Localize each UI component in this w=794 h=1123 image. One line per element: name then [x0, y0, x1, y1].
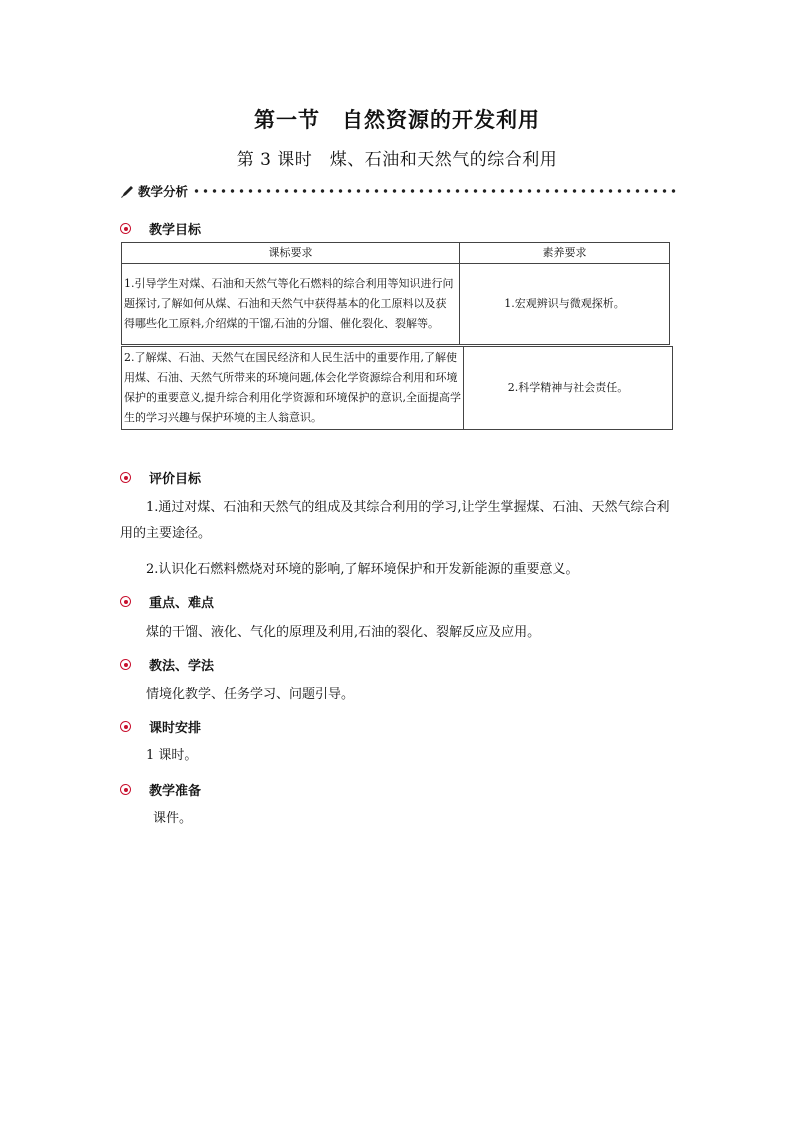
- table-header-row: [122, 243, 670, 264]
- section-goals-label: 教学目标: [149, 223, 202, 238]
- section-schedule-label: 课时安排: [149, 721, 202, 736]
- target-icon: [120, 596, 131, 607]
- row1-standard: 1.引导学生对煤、石油和天然气等化石燃料的综合利用等知识进行问题探讨,了解如何从煤、石油和天然气中获得基本的化工原料以及获得哪些化工原料,介绍煤的干馏,石油的分馏、催化裂化、裂解等。: [122, 264, 460, 345]
- section-schedule: [120, 717, 201, 736]
- methods-text: 情境化教学、任务学习、问题引导。: [146, 687, 355, 702]
- section-keypoints: [120, 592, 214, 611]
- target-icon: [120, 223, 131, 234]
- teaching-analysis-banner: [120, 182, 680, 200]
- row2-literacy: 2.科学精神与社会责任。: [464, 347, 673, 430]
- schedule-text: 1 课时。: [146, 748, 198, 763]
- prep-text: 课件。: [153, 811, 193, 826]
- target-icon: [120, 721, 131, 732]
- section-goals: [120, 219, 201, 238]
- teaching-analysis-label: 教学分析: [138, 184, 189, 199]
- row1-literacy: 1.宏观辨识与微观探析。: [460, 264, 670, 345]
- section-methods-label: 教法、学法: [149, 659, 215, 674]
- target-icon: [120, 784, 131, 795]
- dotted-divider: [192, 186, 680, 196]
- section-methods: [120, 655, 214, 674]
- evaluation-item-2: 2.认识化石燃料燃烧对环境的影响,了解环境保护和开发新能源的重要意义。: [146, 562, 579, 577]
- section-evaluation: [120, 468, 201, 487]
- standards-table: [121, 242, 670, 345]
- section-prep: [120, 780, 201, 799]
- target-icon: [120, 659, 131, 670]
- target-icon: [120, 472, 131, 483]
- row2-standard: 2.了解煤、石油、天然气在国民经济和人民生活中的重要作用,了解使用煤、石油、天然气所带来的环境问题,体会化学资源综合利用和环境保护的重要意义,提升综合利用化学资源和环境保护的意识,全面提高学生的学习兴趣与保护环境的主人翁意识。: [122, 347, 464, 430]
- section-keypoints-label: 重点、难点: [149, 596, 215, 611]
- header-literacy: 素养要求: [460, 243, 670, 264]
- section-prep-label: 教学准备: [149, 784, 202, 799]
- evaluation-item-1: 1.通过对煤、石油和天然气的组成及其综合利用的学习,让学生掌握煤、石油、天然气综合利用的主要途径。: [120, 500, 670, 541]
- table-row: [122, 264, 670, 345]
- header-standard: 课标要求: [122, 243, 460, 264]
- page-title: 第一节 自然资源的开发利用: [254, 107, 540, 132]
- keypoints-text: 煤的干馏、液化、气化的原理及利用,石油的裂化、裂解反应及应用。: [146, 625, 541, 640]
- page-subtitle: 第 3 课时 煤、石油和天然气的综合利用: [236, 150, 558, 170]
- section-evaluation-label: 评价目标: [149, 472, 202, 487]
- table-row: [122, 347, 673, 430]
- standards-table-continued: [121, 346, 673, 430]
- pen-icon: [120, 184, 134, 198]
